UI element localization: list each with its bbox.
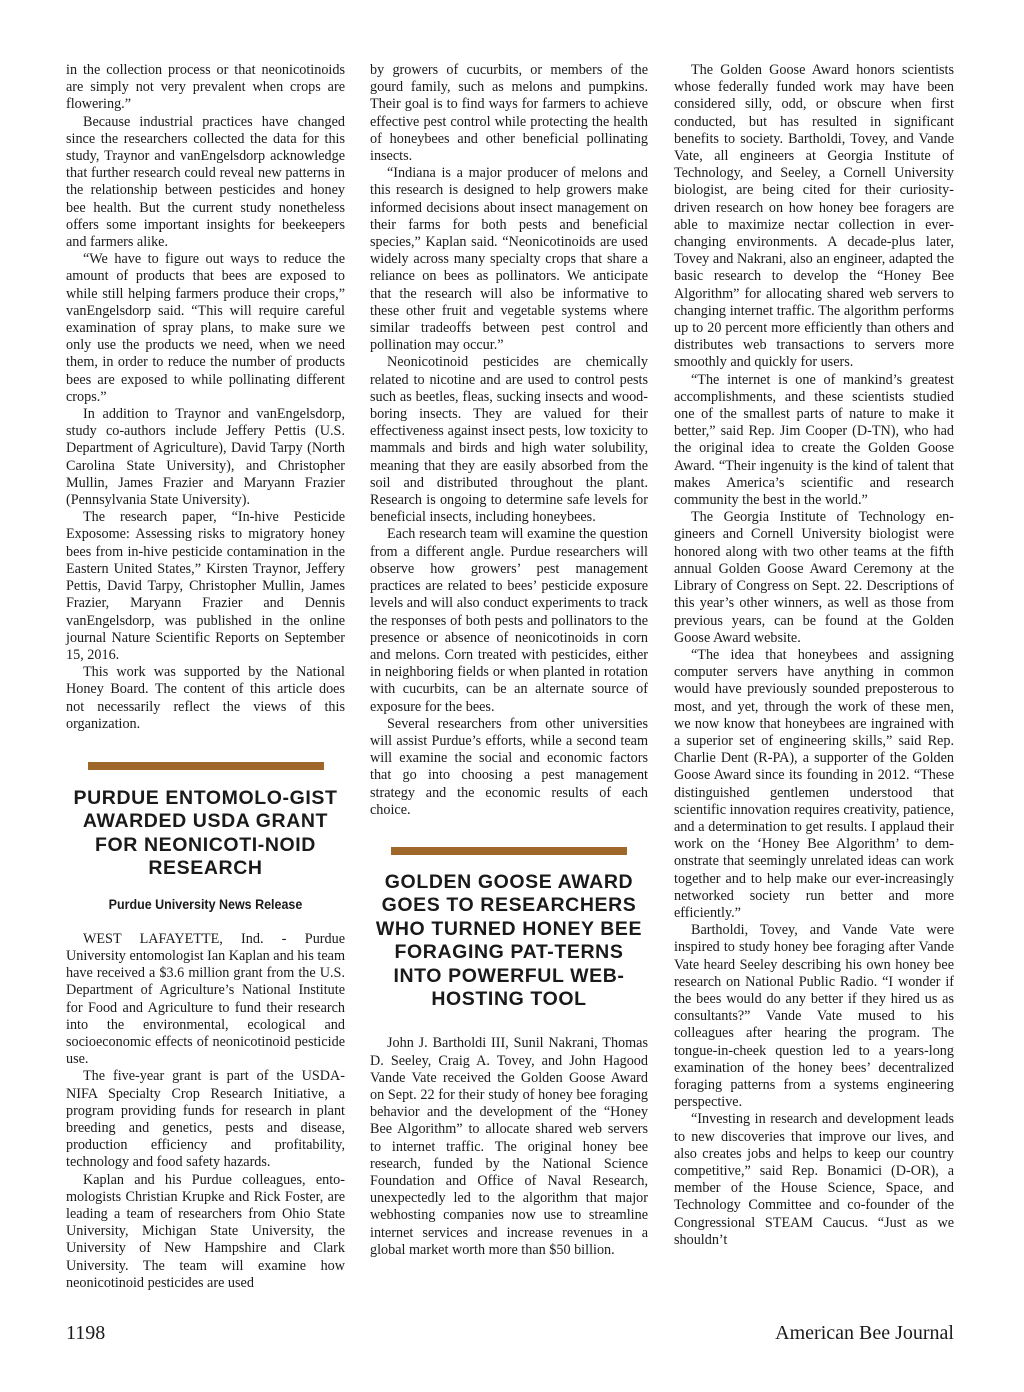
- paragraph: WEST LAFAYETTE, Ind. - Purdue University entomologist Ian Kaplan and his team have received a $3.6 million grant from the U.S. Department of Agriculture’s National Institute for Food and Agriculture to fund their research into the environmental, ecological and socioeconomic effects of neonicotinoid pesticide use.: [66, 930, 345, 1068]
- paragraph: This work was supported by the National Honey Board. The content of this article does not necessarily reflect the views of this organization.: [66, 664, 345, 732]
- journal-name: American Bee Journal: [775, 1322, 954, 1344]
- paragraph: Neonicotinoid pesticides are chemically related to nicotine and are used to control pests such as beetles, fleas, sucking insects and wood-boring insects. They are valued for their effectiveness against insect pests, low toxicity to mammals and birds and high water solubility, meaning that they are easily absorbed from the soil and distributed throughout the plant. Research is ongoing to determine safe levels for beneficial insects, including honeybees.: [370, 354, 648, 526]
- column-3: [674, 62, 954, 1249]
- article-body: [66, 931, 345, 1292]
- paragraph: Bartholdi, Tovey, and Vande Vate were inspired to study honey bee foraging after Vande Vate heard Seeley describing his own honey bee research on National Public Radio. “I wonder if the bees would do any better if they hired us as consultants?” Vande Vate mused to his colleagues after hearing the program. The tongue-in-cheek question led to a years-long examination of the honey bees’ decentralized foraging patterns from a systems engineering perspective.: [674, 922, 954, 1111]
- paragraph: “Indiana is a major producer of melons and this research is designed to help growers make informed decisions about insect management on their farms for both pests and beneficial species,” Kaplan said. “Neonicotinoids are used widely across many specialty crops that share a reliance on bees as pollinators. We anticipate that the research will also be informative to these other fruit and vegetable systems where similar tradeoffs between pest control and pollination may occur.”: [370, 165, 648, 354]
- column-1: [66, 62, 345, 1292]
- page-number: 1198: [66, 1322, 106, 1344]
- paragraph: “We have to figure out ways to reduce the amount of products that bees are exposed to while still helping farmers produce their crops,” vanEngelsdorp said. “This will require careful examination of spray plans, to make sure we only use the products we need, when we need them, in order to reduce the number of products bees are exposed to while pollinating different crops.”: [66, 251, 345, 405]
- article-headline: PURDUE ENTOMOLO-GIST AWARDED USDA GRANT FOR NEONICOTI-NOID RESEARCH: [73, 786, 338, 880]
- article-headline: GOLDEN GOOSE AWARD GOES TO RESEARCHERS WHO TURNED HONEY BEE FORAGING PAT-TERNS INTO POWERFUL WEB-HOSTING TOOL: [375, 870, 643, 1010]
- paragraph: The five-year grant is part of the USDA-NIFA Specialty Crop Research Initiative, a program providing funds for research in plant breeding and genetics, pests and disease, production efficiency and profitability, technology and food safety hazards.: [66, 1068, 345, 1171]
- paragraph: John J. Bartholdi III, Sunil Nakrani, Thomas D. Seeley, Craig A. Tovey, and John Hagood Vande Vate received the Golden Goose Award on Sept. 22 for their study of honey bee foraging behavior and the development of the “Honey Bee Algorithm” to allocate shared web servers to internet traffic. The original honey bee research, funded by the National Science Foundation and Office of Naval Research, unexpectedly led to the algorithm that major webhosting companies now use to streamline internet services and increase revenues in a global market worth more than $50 billion.: [370, 1035, 648, 1258]
- paragraph: Kaplan and his Purdue colleagues, entomologists Christian Krupke and Rick Foster, are leading a team of researchers from Ohio State University, Michigan State University, the University of New Hampshire and Clark University. The team will examine how neonicotinoid pesticides are used: [66, 1171, 345, 1291]
- paragraph: The Georgia Institute of Technology engineers and Cornell University biologist were honored along with two other teams at the fifth annual Golden Goose Award Ceremony at the Library of Congress on Sept. 22. Descriptions of this year’s other winners, as well as those from previous years, can be found at the Golden Goose Award website.: [674, 509, 954, 646]
- paragraph: by growers of cucurbits, or members of the gourd family, such as melons and pumpkins. Their goal is to find ways for farmers to achieve effective pest control while protecting the health of honeybees and other beneficial pollinating insects.: [370, 62, 648, 165]
- paragraph: “The idea that honeybees and assigning computer servers have anything in common would have previously sounded preposterous to most, and yet, through the work of these men, we now know that honeybees are ingrained with a superior set of engineering skills,” said Rep. Charlie Dent (R-PA), a supporter of the Golden Goose Award since its founding in 2012. “These distinguished gentlemen understood that scientific innovation requires creativity, patience, and a determination to get results. I applaud their work on the ‘Honey Bee Algorithm’ to demonstrate that seemingly unrelated ideas can work together and to help make our ever-increasingly networked society run better and more efficiently.”: [674, 646, 954, 921]
- section-rule: [391, 847, 627, 855]
- paragraph: in the collection process or that neonicotinoids are simply not very prevalent when crops are flowering.”: [66, 62, 345, 113]
- paragraph: Several researchers from other universities will assist Purdue’s efforts, while a second team will examine the social and economic factors that go into choosing a pest management strategy and the economic results of each choice.: [370, 715, 648, 818]
- paragraph: The research paper, “In-hive Pesticide Exposome: Assessing risks to migratory honey bees from in-hive pesticide contamination in the Eastern United States,” Kirsten Traynor, Jeffery Pettis, David Tarpy, Christopher Mullin, James Frazier, Maryann Frazier and Dennis vanEngelsdorp, was published in the online journal Nature Scientific Reports on September 15, 2016.: [66, 509, 345, 663]
- article-body: [370, 1035, 648, 1259]
- paragraph: “The internet is one of mankind’s greatest accomplishments, and these scientists studied one of the smallest parts of nature to make it better,” said Rep. Jim Cooper (D-TN), who had the original idea to create the Golden Goose Award. “Their ingenuity is the kind of talent that makes America’s scientific and research community the best in the world.”: [674, 371, 954, 509]
- paragraph: Each research team will examine the question from a different angle. Purdue researchers will observe how growers’ pest management practices are related to bees’ pesticide exposure levels and will also conduct experiments to track the responses of both pests and pollinators to the presence or absence of neonicotinoids in corn and melons. Corn treated with pesticides, either in neighboring fields or when planted in rotation with cucurbits, can be an alternate source of exposure for the bees.: [370, 526, 648, 715]
- paragraph: Because industrial practices have changed since the researchers collected the data for this study, Traynor and vanEngelsdorp acknowledge that further research could reveal new patterns in the relationship between pesticides and honey bee health. But the current study nonetheless offers some important insights for beekeepers and farmers alike.: [66, 113, 345, 251]
- paragraph: “Investing in research and development leads to new discoveries that improve our lives, and also creates jobs and helps to keep our country competitive,” said Rep. Bonamici (D-OR), a member of the House Science, Space, and Technology Committee and co-founder of the Congressional STEAM Caucus. “Just as we shouldn’t: [674, 1111, 954, 1248]
- section-rule: [88, 762, 324, 770]
- paragraph: In addition to Traynor and vanEngelsdorp, study co-authors include Jeffery Pettis (U.S. Department of Agriculture), David Tarpy (North Carolina State University), and Christopher Mullin, James Frazier and Maryann Frazier (Pennsylvania State University).: [66, 406, 345, 509]
- column-2: [370, 62, 648, 1259]
- article-byline: Purdue University News Release: [108, 896, 303, 913]
- paragraph: The Golden Goose Award honors scientists whose federally funded work may have been considered silly, odd, or obscure when first conducted, but has resulted in significant benefits to society. Bartholdi, Tovey, and Vande Vate, all engineers at Georgia Institute of Technology, and Seeley, a Cornell University biologist, are being cited for their curiosity-driven research on how honey bee foragers are able to maximize nectar collection in ever-changing environments. A decade-plus later, Tovey and Nakrani, also an engineer, adapted the basic research to develop the “Honey Bee Algorithm” for allocating shared web servers to changing internet traffic. The algorithm performs up to 20 percent more efficiently than others and distributes web transactions to servers more smoothly and quickly for users.: [674, 62, 954, 371]
